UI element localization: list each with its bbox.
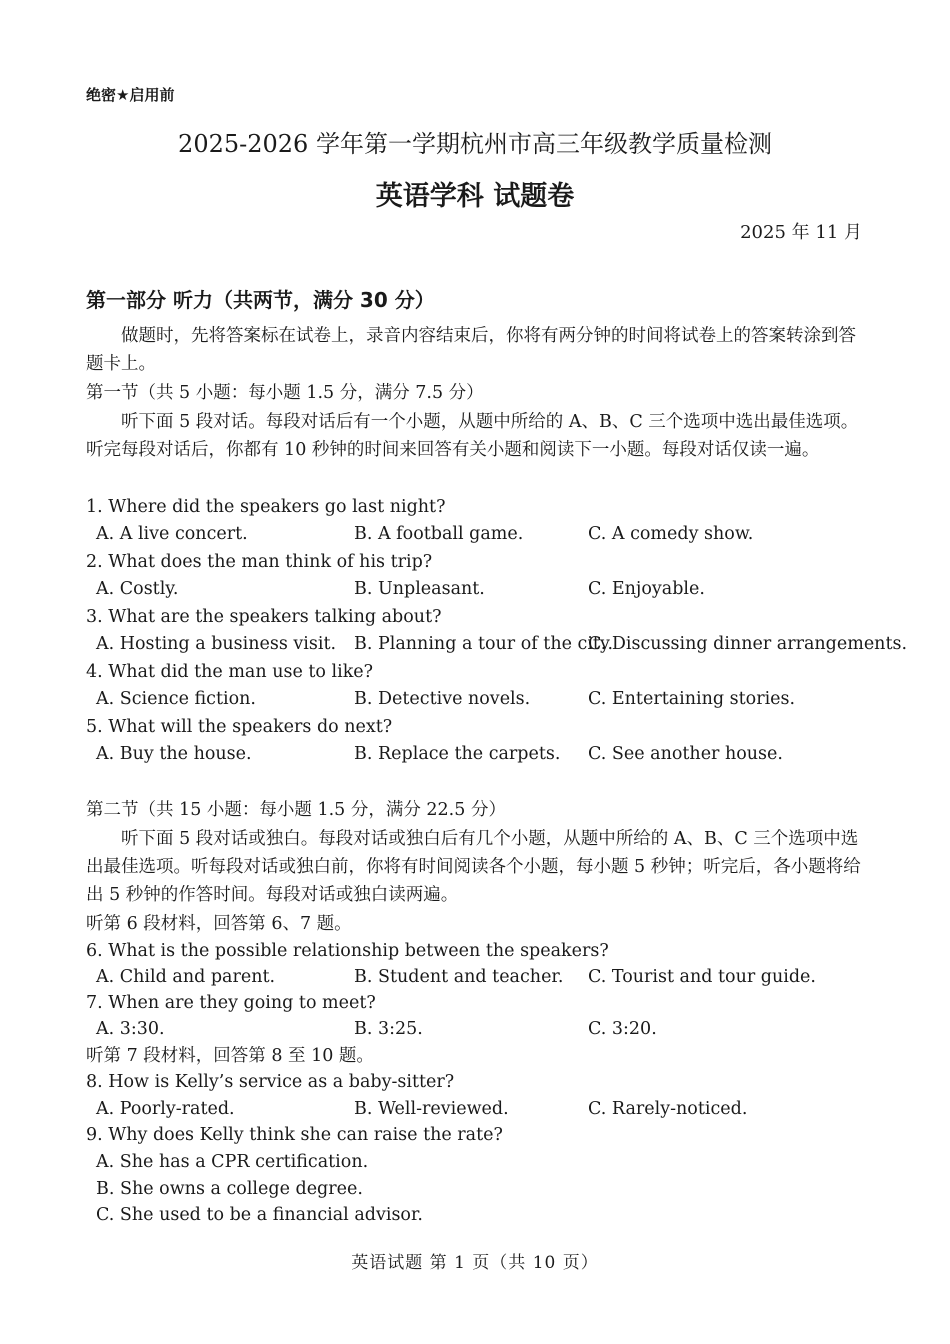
q1-option-b: B. A football game.	[354, 524, 524, 544]
q6-option-a: A. Child and parent.	[96, 967, 276, 987]
question-4: 4. What did the man use to like?	[86, 662, 374, 682]
part1-instructions	[86, 322, 866, 378]
section1-heading: 第一节（共 5 小题：每小题 1.5 分，满分 7.5 分）	[86, 383, 484, 403]
section2-instructions	[86, 825, 866, 909]
q7-option-b: B. 3:25.	[354, 1019, 423, 1039]
q1-option-a: A. A live concert.	[96, 524, 248, 544]
q9-option-b: B. She owns a college degree.	[96, 1179, 363, 1199]
material-6-label: 听第 6 段材料，回答第 6、7 题。	[86, 914, 352, 934]
q3-option-c: C. Discussing dinner arrangements.	[588, 634, 908, 654]
q4-option-c: C. Entertaining stories.	[588, 689, 796, 709]
part1-instructions-text: 做题时，先将答案标在试卷上，录音内容结束后，你将有两分钟的时间将试卷上的答案转涂到答题卡上。	[86, 326, 856, 374]
q8-option-b: B. Well-reviewed.	[354, 1099, 509, 1119]
question-1: 1. Where did the speakers go last night?	[86, 497, 446, 517]
q4-option-a: A. Science fiction.	[96, 689, 256, 709]
material-7-label: 听第 7 段材料，回答第 8 至 10 题。	[86, 1046, 374, 1066]
section1-instructions-text: 听下面 5 段对话。每段对话后有一个小题，从题中所给的 A、B、C 三个选项中选出最佳选项。听完每段对话后，你都有 10 秒钟的时间来回答有关小题和阅读下一小题。每段对话仅读一遍。	[86, 412, 859, 460]
q4-option-b: B. Detective novels.	[354, 689, 531, 709]
q5-option-b: B. Replace the carpets.	[354, 744, 561, 764]
question-5: 5. What will the speakers do next?	[86, 717, 393, 737]
q5-option-a: A. Buy the house.	[96, 744, 252, 764]
section2-heading: 第二节（共 15 小题：每小题 1.5 分，满分 22.5 分）	[86, 800, 506, 820]
q2-option-b: B. Unpleasant.	[354, 579, 485, 599]
section1-instructions	[86, 408, 866, 464]
q8-option-c: C. Rarely-noticed.	[588, 1099, 748, 1119]
exam-subtitle: 英语学科 试题卷	[375, 181, 575, 212]
q8-option-a: A. Poorly-rated.	[96, 1099, 235, 1119]
q7-option-a: A. 3:30.	[96, 1019, 165, 1039]
q6-option-c: C. Tourist and tour guide.	[588, 967, 816, 987]
q3-option-b: B. Planning a tour of the city.	[354, 634, 614, 654]
question-9: 9. Why does Kelly think she can raise the rate?	[86, 1125, 503, 1145]
exam-date: 2025 年 11 月	[740, 222, 862, 243]
page-footer: 英语试题 第 1 页（共 10 页）	[351, 1253, 599, 1273]
q1-option-c: C. A comedy show.	[588, 524, 754, 544]
q9-option-a: A. She has a CPR certification.	[96, 1152, 369, 1172]
q5-option-c: C. See another house.	[588, 744, 783, 764]
question-2: 2. What does the man think of his trip?	[86, 552, 433, 572]
q6-option-b: B. Student and teacher.	[354, 967, 564, 987]
section2-instructions-text: 听下面 5 段对话或独白。每段对话或独白后有几个小题，从题中所给的 A、B、C 三个选项中选出最佳选项。听每段对话或独白前，你将有时间阅读各个小题，每小题 5 秒钟；听完后，各小题将给出 5 秒钟的作答时间。每段对话或独白读两遍。	[86, 829, 861, 905]
question-6: 6. What is the possible relationship between the speakers?	[86, 941, 609, 961]
q2-option-a: A. Costly.	[96, 579, 179, 599]
question-7: 7. When are they going to meet?	[86, 993, 376, 1013]
question-8: 8. How is Kelly’s service as a baby-sitter?	[86, 1072, 455, 1092]
question-3: 3. What are the speakers talking about?	[86, 607, 442, 627]
q3-option-a: A. Hosting a business visit.	[96, 634, 337, 654]
q7-option-c: C. 3:20.	[588, 1019, 657, 1039]
q2-option-c: C. Enjoyable.	[588, 579, 705, 599]
part1-heading: 第一部分 听力（共两节，满分 30 分）	[86, 288, 435, 312]
exam-title: 2025-2026 学年第一学期杭州市高三年级教学质量检测	[178, 130, 772, 158]
confidential-label: 绝密★启用前	[86, 86, 175, 104]
q9-option-c: C. She used to be a financial advisor.	[96, 1205, 423, 1225]
